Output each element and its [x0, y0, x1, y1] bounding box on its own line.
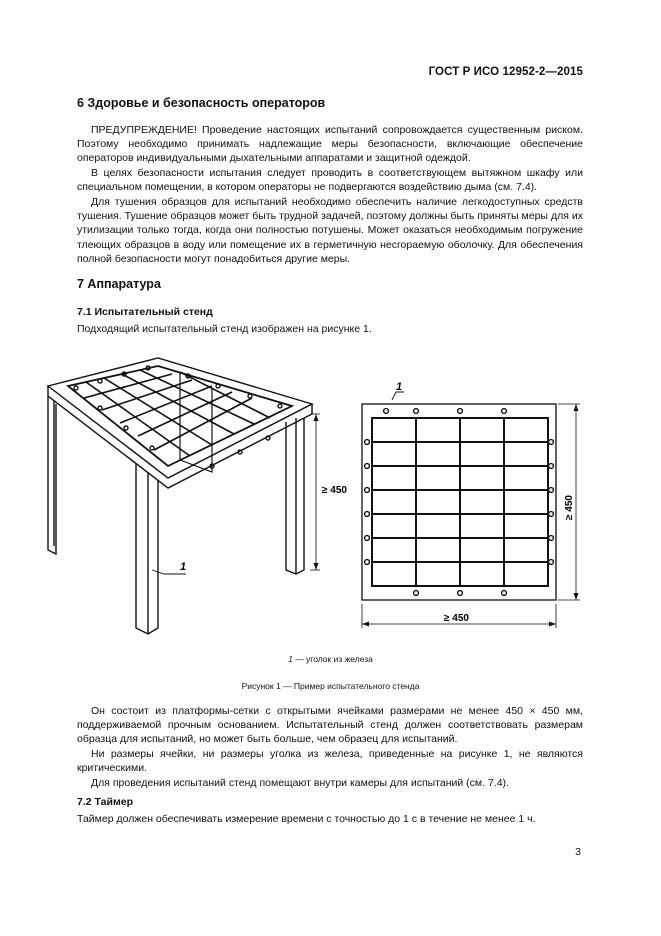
extinguishing-paragraph — [77, 195, 583, 266]
chamber-placement-text: Для проведения испытаний стенд помещают внутри камеры для испытаний (см. 7.4). — [91, 777, 509, 789]
page-number: 3 — [575, 846, 581, 858]
extinguishing-text: Для тушения образцов для испытаний необходимо обеспечить наличие легкодоступных средств тушения. Тушение образцов может быть трудной задачей, поэтому должны быть приняты меры для их утилизации только тогда, когда они полностью потушены. Может оказаться необходимым погружение тлеющих образцов в воду или помещение их в герметичную несгораемую оболочку. Для обеспечения полной безопасности могут понадобиться другие меры. — [77, 196, 583, 265]
width-dimension-label: ≥ 450 — [444, 613, 469, 624]
figure-note — [0, 654, 661, 664]
stand-description-text: Он состоит из платформы-сетки с открытыми ячейками размерами не менее 450 × 450 мм, поддерживаемой прочным основанием. Испытательный стенд должен соответствовать размерам образца для испытаний, но может быть больше, чем образец для испытаний. — [77, 705, 583, 746]
figure-1-test-stand — [40, 348, 600, 653]
height-dimension-label: ≥ 450 — [322, 485, 347, 496]
warning-paragraph — [77, 123, 583, 166]
subsection-7-1-heading: 7.1 Испытательный стенд — [77, 306, 213, 318]
figure-note-text: — уголок из железа — [292, 654, 373, 664]
test-stand-drawing — [40, 348, 600, 648]
leg-callout-label: 1 — [180, 561, 187, 573]
figure-caption: Рисунок 1 — Пример испытательного стенда — [241, 681, 420, 691]
section-6-heading: 6 Здоровье и безопасность операторов — [77, 96, 326, 110]
section-7-heading: 7 Аппаратура — [77, 277, 161, 291]
grid-callout-label: 1 — [396, 381, 403, 393]
stand-description-paragraph — [77, 704, 583, 747]
figure-note-number: 1 — [288, 654, 293, 664]
warning-paragraph-text: ПРЕДУПРЕЖДЕНИЕ! Проведение настоящих испытаний сопровождается существенным риском. Поэтому необходимо принимать надлежащие меры безопасности, включающие обеспечение операторов индивидуальными дыхательными аппаратами и защитной одеждой. — [77, 124, 583, 165]
chamber-placement-paragraph — [77, 776, 583, 790]
stand-intro-paragraph: Подходящий испытательный стенд изображен на рисунке 1. — [77, 323, 372, 335]
side-dimension-label: ≥ 450 — [564, 495, 575, 520]
document-id-header: ГОСТ Р ИСО 12952-2—2015 — [428, 66, 583, 78]
subsection-7-2-heading: 7.2 Таймер — [77, 796, 133, 808]
dimensions-note-text: Ни размеры ячейки, ни размеры уголка из железа, приведенные на рисунке 1, не являются критическими. — [77, 748, 583, 775]
dimensions-note-paragraph — [77, 747, 583, 775]
timer-paragraph: Таймер должен обеспечивать измерение времени с точностью до 1 с в течение не менее 1 ч. — [77, 813, 536, 825]
safety-location-text: В целях безопасности испытания следует проводить в соответствующем вытяжном шкафу или специальном помещении, в котором операторы не подвергаются воздействию дыма (см. 7.4). — [77, 167, 583, 194]
safety-location-paragraph — [77, 166, 583, 194]
